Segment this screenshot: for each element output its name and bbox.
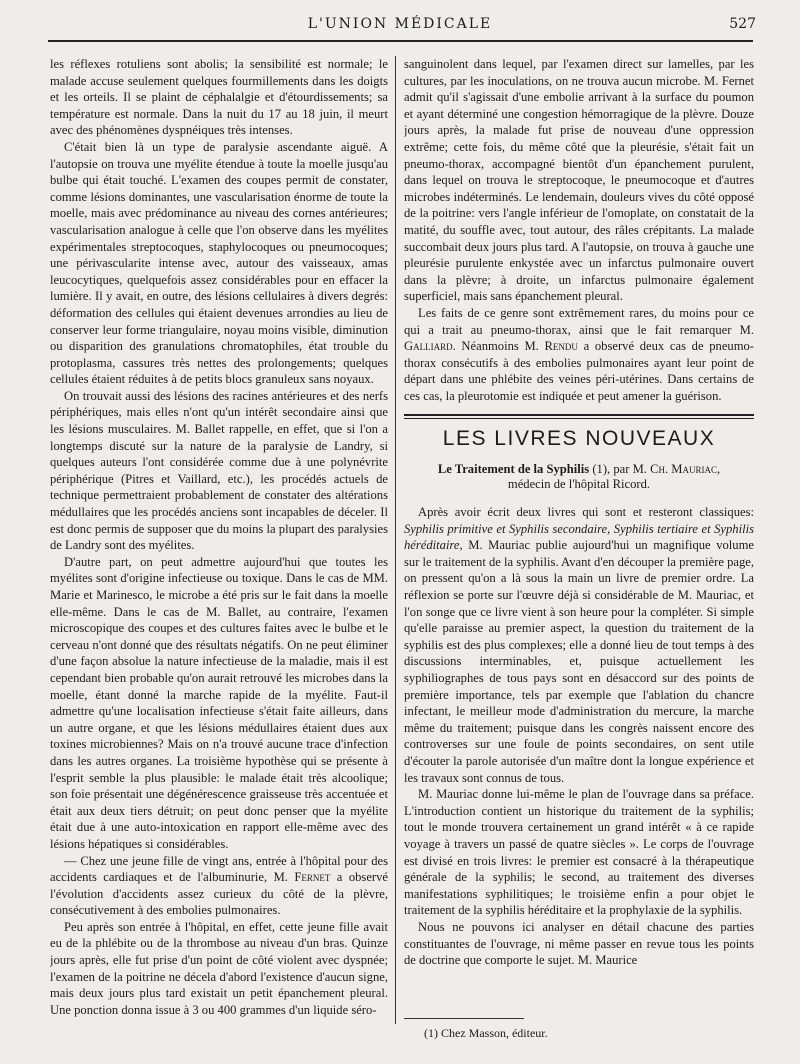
footnote: (1) Chez Masson, éditeur. — [424, 1026, 548, 1040]
running-header-title: L'UNION MÉDICALE — [307, 16, 493, 32]
column-divider — [395, 56, 396, 1024]
paragraph-text: Après avoir écrit deux livres qui sont et resteront classiques: — [418, 505, 754, 520]
header-rule — [48, 40, 753, 42]
paragraph: M. Mauriac donne lui-même le plan de l'ouvrage dans sa préface. L'introduction contient un historique du traitement de la syphilis; tout le monde trouvera certainement un grand intérêt « à ce rapide voyage à travers un passé de quatre siècles ». Le corps de l'ouvrage est divisé en trois livres: le premier est consacré à la thérapeutique générale de la syphilis; le second, au traitement des diverses manifestations syphilitiques; le troisième enfin a pour objet le traitement de la syphilis héréditaire et la prophylaxie de la syphilis. — [404, 787, 754, 918]
paragraph — [404, 504, 754, 786]
book-author: Ch. Mauriac — [650, 462, 717, 477]
paragraph-text: Les faits de ce genre sont extrêmement rares, du moins pour ce qui a trait au pneumo-thorax, ainsi que le fait remarquer M. — [404, 305, 754, 337]
author-name: Galliard — [404, 339, 453, 354]
paragraph: Peu après son entrée à l'hôpital, en effet, cette jeune fille avait eu de la phlébite ou de la thrombose au niveau d'un bras. Quinze jours après, elle fut prise d'un point de côté violent avec dyspnée; l'examen de la poitrine ne décela d'abord l'existence d'aucun signe, mais deux jours plus tard existait un petit épanchement pleural. Une ponction donna issue à 3 ou 400 grammes d'un liquide séro- — [50, 919, 388, 1017]
paragraph: D'autre part, on peut admettre aujourd'hui que toutes les myélites sont d'origine infectieuse ou toxique. Dans le cas de MM. Marie et Marinesco, le microbe a été pris sur le fait dans la moelle elle-même. Dans le cas de M. Ballet, au contraire, l'examen microscopique des coupes et des cultures faites avec le bulbe et le cerveau n'ont donné que des résultats négatifs. On ne peut éliminer d'une façon absolue la nature infectieuse de la maladie, mais il est cependant bien probable qu'on aurait retrouvé les microbes dans la moelle, étant donné la marche rapide de la myélite. Faut-il admettre qu'une localisation infectieuse s'était faite ailleurs, dans un autre organe, et que les lésions médullaires étaient dues aux toxines microbiennes? Mais on n'a trouvé aucune trace d'infection dans les autres organes. La troisième hypothèse qui se présente à l'esprit semble la plus plausible: le malade était très alcoolique; son foie présentait une dégénérescence graisseuse très accentuée et était aux deux tiers détruit; on peut donc penser que la myélite était due à une auto-intoxication en rapport elle-même avec des lésions hépatiques si considérables. — [50, 554, 388, 851]
paragraph: On trouvait aussi des lésions des racines antérieures et des nerfs périphériques, mais elles n'ont qu'un intérêt secondaire ainsi que les lésions musculaires. M. Ballet rappelle, en effet, que si l'on a longtemps discuté sur la nature de la paralysie de Landry, si quelques auteurs l'ont considérée comme due à une polynévrite périphérique (Pitres et Vaillard, etc.), les procédés actuels de technique permettraient probablement de constater des altérations médullaires que les procédés anciens sont incapables de déceler. Il est donc permis de supposer que du moins la plupart des paralysies de Landry sont des myélites. — [50, 388, 388, 553]
book-title: Le Traitement de la Syphilis — [437, 462, 590, 477]
section-rule-thin — [404, 418, 754, 419]
paragraph-text: a observé deux cas de pneumo-thorax consécutifs à des embolies pulmonaires ayant leur point de départ dans une phlébite des veines péri-utérines. Dans certains de ces cas, la pleurotomie est indiquée et peut amener la guérison. — [404, 339, 754, 403]
paragraph-text: , M. Mauriac publie aujourd'hui un magnifique volume sur le traitement de la syphilis. Avant d'en découper la première page, on pressent qu'on a là sous la main un livre de premier ordre. La réflexion se porte sur l'œuvre déjà si considérable de M. Mauriac, et l'on songe que ce livre vient à son heure pour la compléter. Si simple qu'elle paraisse au premier aspect, la question du traitement de la syphilis est des plus complexes; elle a donné lieu de tout temps à des discussions interminables, et, puisque actuellement les syphiliographes de tous pays sont en désaccord sur des points de première importance, tels par exemple que l'ablation du chancre infectant, le meilleur mode d'administration du mercure, la marche même du traitement; puisque dans les congrès naissent encore des controverses sur une foule de points secondaires, on sent utile d'écouter la parole autorisée d'un maître dont la longue expérience et les travaux sont connus de tous. — [404, 538, 754, 785]
book-titles-italic: Syphilis primitive et Syphilis secondaire, Syphilis tertiaire et Syphilis héréditaire — [404, 521, 754, 553]
paragraph — [404, 305, 754, 405]
book-note: (1), par M. — [589, 462, 651, 477]
page-number: 527 — [729, 16, 756, 32]
paragraph: C'était bien là un type de paralysie ascendante aiguë. A l'autopsie on trouva une myélite étendue à toute la moelle jusqu'au bulbe qui était touché. L'examen des coupes permit de constater, comme lésions dominantes, une vascularisation énorme de toute la moelle, mais avec prédominance au niveau des cornes antérieures; vascularisation analogue à celle que l'on observe dans les myélites expérimentales streptocoques, staphylocoques ou pneumocoques; une périvascularite intense avec, autour des vaisseaux, amas leucocytiques, quelquefois assez considérables pour en effacer la lumière. Il y avait, en outre, des lésions cellulaires à divers degrés: déformation des cellules qui étaient devenues arrondies au lieu de conserver leur forme triangulaire, noyau moins visible, diminution ou disparition des granulations chromatophiles, état trouble du protoplasma, cassures très nettes des prolongements; quelques cellules étaient réduites à de petits blocs granuleux sans noyaux. — [50, 139, 388, 387]
book-review-heading: Le Traitement de la Syphilis (1), par M. Ch. Mauriac, médecin de l'hôpital Ricord. — [437, 462, 721, 492]
paragraph: les réflexes rotuliens sont abolis; la sensibilité est normale; le malade accuse seulement quelques fourmillements dans les doigts et les orteils. Il se plaint de céphalalgie et d'étourdissements; sa température est normale. Dans la nuit du 17 au 18 juin, il meurt avec des phénomènes dyspnéiques très intenses. — [50, 57, 388, 138]
paragraph: Nous ne pouvons ici analyser en détail chacune des parties constituantes de l'ouvrage, ni même passer en revue tous les points de doctrine que comporte le sujet. M. Maurice — [404, 919, 754, 968]
left-column — [50, 56, 388, 1032]
paragraph: sanguinolent dans lequel, par l'examen direct sur lamelles, par les cultures, par les inoculations, on ne trouva aucun microbe. M. Fernet admit qu'il s'agissait d'une embolie arrivant à la surface du poumon et ayant déterminé une congestion hémorragique de la plèvre. Douze jours après, la malade fut prise de nouveau d'une oppression extrême; cette fois, du même côté que la pleurésie, s'était fait un pneumo-thorax, accompagné bientôt d'un épanchement purulent, dans lequel on trouva le streptocoque, le pneumocoque et d'autres microbes indéterminés. Le lendemain, douleurs vives du côté opposé de la poitrine: vers l'angle inférieur de l'omoplate, on constatait de la matité, du souffle avec, tout autour, des râles crépitants. La malade succombait deux jours plus tard. A l'autopsie, on trouva à gauche une pleurésie purulente enkystée avec un infarctus pulmonaire ouvert dans la plèvre; à droite, un infarctus pulmonaire également superficiel, mais sans épanchement pleural. — [404, 57, 754, 304]
footnote-rule — [404, 1018, 524, 1019]
paragraph-text: — Chez une jeune fille de vingt ans, entrée à l'hôpital pour des accidents cardiaques et de l'albuminurie, M. — [50, 853, 388, 885]
right-column — [404, 56, 754, 1016]
paragraph — [50, 853, 388, 919]
section-rule — [404, 414, 754, 416]
section-title: LES LIVRES NOUVEAUX — [442, 427, 716, 451]
paragraph-text: . Néanmoins M. — [452, 339, 545, 354]
author-name: Rendu — [544, 339, 578, 354]
paragraph-text: a observé l'évolution d'accidents assez curieux du côté de la plèvre, consécutivement à des embolies pulmonaires. — [50, 870, 388, 918]
book-author-affiliation: médecin de l'hôpital Ricord. — [507, 477, 651, 492]
author-name: Fernet — [294, 870, 331, 885]
